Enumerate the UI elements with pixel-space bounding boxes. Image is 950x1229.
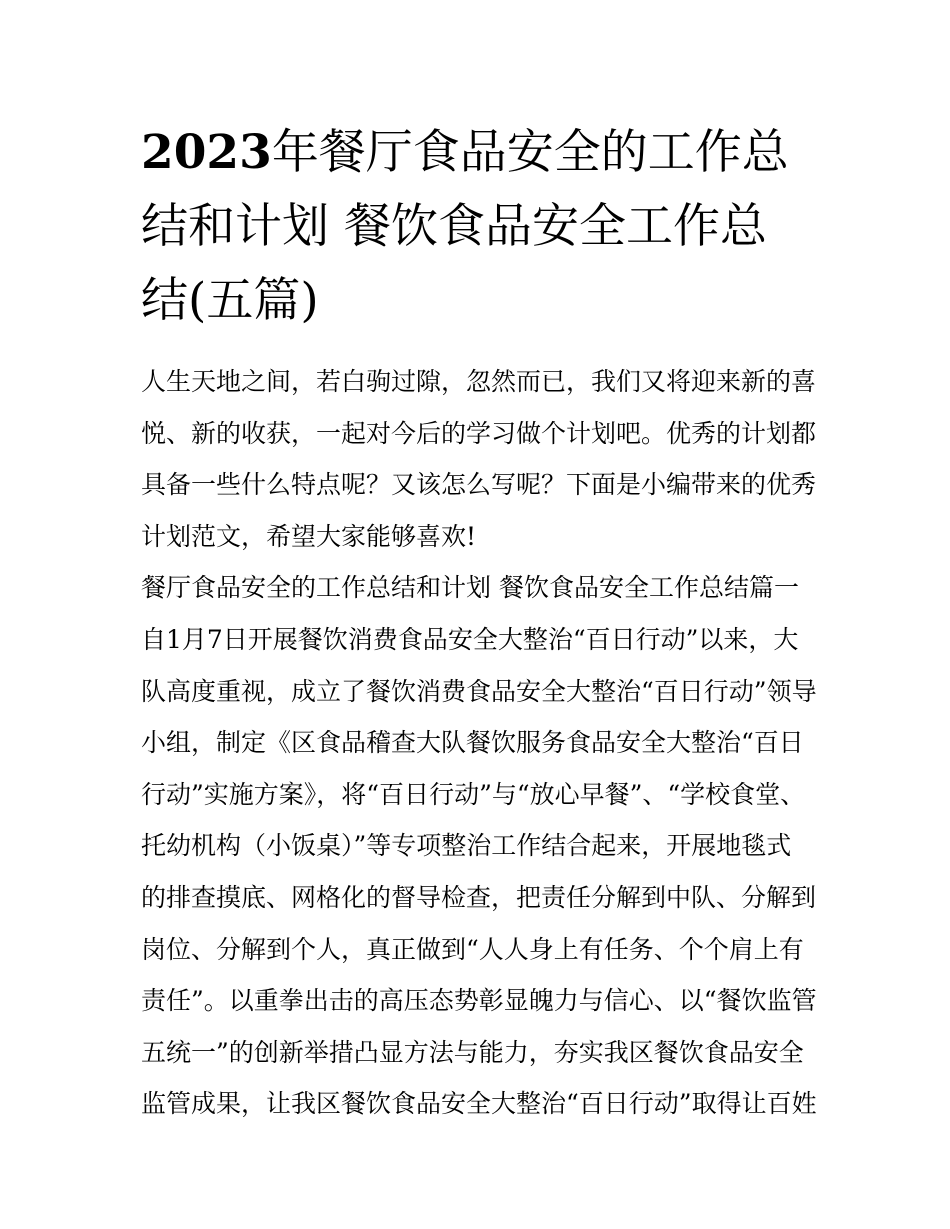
title-year: 2023 — [141, 125, 272, 180]
paragraph-line: 计划范文，希望大家能够喜欢! — [141, 521, 477, 551]
paragraph-line: 人生天地之间，若白驹过隙，忽然而已，我们又将迎来新的喜 — [141, 367, 817, 396]
paragraph-line: 队高度重视，成立了餐饮消费食品安全大整治“百日行动”领导 — [141, 676, 817, 706]
paragraph-line: 具备一些什么特点呢？又该怎么写呢？下面是小编带来的优秀 — [141, 470, 817, 500]
section-heading-line: 餐厅食品安全的工作总结和计划 餐饮食品安全工作总结篇一 — [141, 573, 799, 603]
paragraph-line: 监管成果，让我区餐饮食品安全大整治“百日行动”取得让百姓 — [141, 1089, 817, 1119]
paragraph-line: 自1月7日开展餐饮消费食品安全大整治“百日行动”以来，大 — [141, 624, 799, 654]
title-line-2: 结和计划 餐饮食品安全工作总 — [141, 199, 767, 254]
paragraph-line: 责任”。以重拳出击的高压态势彰显魄力与信心、以“餐饮监管 — [141, 986, 817, 1016]
document-title — [141, 116, 821, 338]
paragraph-line: 小组，制定《区食品稽查大队餐饮服务食品安全大整治“百日 — [141, 728, 804, 758]
paragraph-line: 的排查摸底、网格化的督导检查，把责任分解到中队、分解到 — [141, 882, 817, 912]
paragraph-line: 岗位、分解到个人，真正做到“人人身上有任务、个个肩上有 — [141, 934, 804, 964]
paragraph-line: 托幼机构（小饭桌）”等专项整治工作结合起来，开展地毯式 — [141, 831, 792, 861]
document-body — [141, 356, 821, 1130]
title-line-3: 结(五篇) — [141, 273, 319, 328]
paragraph-line: 五统一”的创新举措凸显方法与能力，夯实我区餐饮食品安全 — [141, 1037, 804, 1067]
paragraph-line: 行动”实施方案》，将“百日行动”与“放心早餐”、“学校食堂、 — [141, 779, 806, 809]
title-line-1: 2023年餐厅食品安全的工作总 — [141, 125, 789, 180]
paragraph-line: 悦、新的收获，一起对今后的学习做个计划吧。优秀的计划都 — [141, 418, 817, 448]
